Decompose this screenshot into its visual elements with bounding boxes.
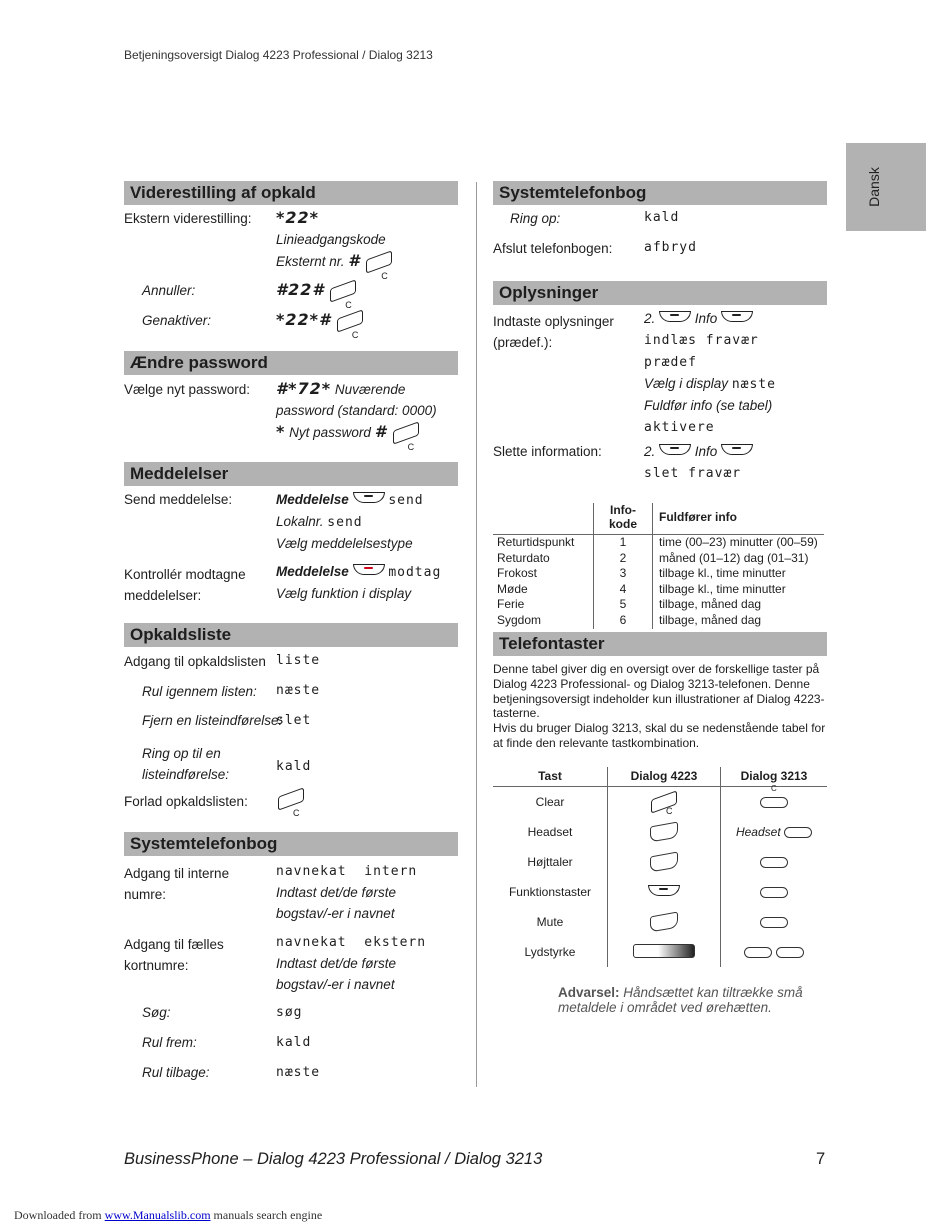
section-oplysninger: Oplysninger [493,281,827,305]
mute-key-3213-icon [760,917,788,928]
softkey-icon [721,444,753,455]
text-meddelelse-2: Meddelelse [276,564,349,579]
speaker-key-icon [650,852,678,873]
section-meddelelser: Meddelelser [124,462,458,486]
text-nyt-password: Nyt password [289,425,371,440]
text-linieadgangskode: Linieadgangskode [276,232,386,247]
value-genaktiver [276,309,365,340]
label-ring-op: Ring op: [510,211,561,226]
label-rul-frem: Rul frem: [142,1035,197,1050]
text-vaelg-meddelelsestype: Vælg meddelelsestype [276,536,413,551]
label-adgang-opkaldslisten: Adgang til opkaldslisten [124,654,266,669]
display-kald-3: kald [644,210,680,225]
volume-key-icon [633,944,695,958]
display-kald-2: kald [276,1035,312,1050]
label-rul-tilbage: Rul tilbage: [142,1065,210,1080]
display-naeste-3: næste [731,377,776,392]
handset-c-icon: C [391,423,421,443]
value-send-meddelelse [276,489,424,554]
download-credit: Downloaded from www.Manualslib.com manuals search engine [14,1208,323,1222]
info-code-table [493,503,824,629]
text-indtast-1: Indtast det/de første [276,885,397,900]
label-ring-op-til: Ring op til en listeindførelse: [142,746,230,782]
paragraph-2: Hvis du bruger Dialog 3213, skal du se nedenstående tabel for at finde den relevante tastkombination. [493,721,826,750]
text-eksternt-nr: Eksternt nr. [276,254,345,269]
text-password-standard: password (standard: 0000) [276,403,437,418]
handset-c-icon: C [276,789,306,809]
label-ekstern: Ekstern viderestilling: [124,211,252,226]
info-header: Info-kode [594,503,653,535]
text-vaelg-funktion: Vælg funktion i display [276,586,412,601]
label-kontroller: Kontrollér modtagne meddelelser: [124,567,246,603]
display-slet-fravaer: slet fravær [644,466,742,481]
label-rul-igennem: Rul igennem listen: [142,684,257,699]
section-telefontaster: Telefontaster [493,632,827,656]
handset-c-icon: C [335,311,365,331]
text-meddelelse: Meddelelse [276,492,349,507]
label-nyt-password: Vælge nyt password: [124,382,251,397]
table-row: Frokost 3 tilbage kl., time minutter [493,566,824,582]
display-modtag: modtag [388,565,442,580]
column-divider [476,182,477,1087]
handset-c-icon: C [364,252,394,272]
label-send-meddelelse: Send meddelelse: [124,492,233,507]
display-afbryd: afbryd [644,240,697,255]
label-sog: Søg: [142,1005,171,1020]
display-navnekat-ekstern: navnekat ekstern [276,935,427,950]
language-tab-label: Dansk [866,167,882,207]
table-row: Højttaler [493,847,827,877]
clear-key-3213-icon [760,797,788,808]
function-key-3213-icon [760,887,788,898]
table-row: Headset Headset [493,817,827,847]
display-naeste: næste [276,683,321,698]
running-head: Betjeningsoversigt Dialog 4223 Professional / Dialog 3213 [124,48,433,62]
mute-key-icon [650,912,678,933]
display-praedef: prædef [644,355,697,370]
table-row: Sygdom 6 tilbage, måned dag [493,613,824,629]
display-navnekat-intern: navnekat intern [276,864,418,879]
table-row: Mute [493,907,827,937]
value-nyt-password: #*72* Nuværende password (standard: 0000) * Nyt password # C [276,379,437,452]
warning-label: Advarsel: [558,985,620,1000]
display-aktivere: aktivere [644,420,715,435]
headset-key-3213-icon [784,827,812,838]
paragraph-1: Denne tabel giver dig en oversigt over de forskellige taster på Dialog 4223 Professional- og Dialog 3213-telefonen. Denne betjeningsoversigt indeholder kun illustrationer af Dialog 4223-tasterne. [493,662,825,721]
footer-title: BusinessPhone – Dialog 4223 Professional / Dialog 3213 [124,1150,543,1168]
softkey-red-icon [353,564,385,575]
display-send-2: send [327,515,363,530]
info-header [493,503,594,535]
text-indtast-2: Indtast det/de første [276,956,397,971]
value-kontroller [276,561,441,604]
label-adgang-faelles: Adgang til fælles kortnumre: [124,937,224,973]
value-slette-information: 2. Info slet fravær [644,441,753,484]
display-sog: søg [276,1005,303,1020]
softkey-icon [721,311,753,322]
label-afslut: Afslut telefonbogen: [493,241,613,256]
display-liste: liste [276,653,321,668]
text-lokalnr: Lokalnr. [276,514,324,529]
display-indlaes-fravaer: indlæs fravær [644,333,759,348]
text-fuldfor-info: Fuldfør info (se tabel) [644,398,773,413]
keys-header: Tast [493,767,608,787]
headset-label: Headset [735,825,781,839]
section-systemtelefonbog-left: Systemtelefonbog [124,832,458,856]
value-forlad [276,788,306,818]
label-adgang-interne: Adgang til interne numre: [124,866,230,902]
label-indtaste-oplysninger: Indtaste oplysninger (prædef.): [493,314,614,350]
volume-up-key-icon [776,947,804,958]
section-aendre-password: Ændre password [124,351,458,375]
keys-header: Dialog 4223 [608,767,721,787]
speaker-key-3213-icon [760,857,788,868]
value-adgang-interne [276,860,417,924]
code-genaktiver: *22*# [276,310,332,329]
value-ekstern: *22* Linieadgangskode Eksternt nr. # C [276,207,394,272]
display-send: send [388,493,424,508]
label-slette-information: Slette information: [493,444,602,459]
code-password: #*72* [276,379,332,398]
warning-note [558,985,828,1015]
value-adgang-faelles [276,931,426,995]
manualslib-link[interactable]: www.Manualslib.com [104,1208,211,1222]
volume-down-key-icon [744,947,772,958]
keys-table [493,767,827,967]
softkey-icon [659,444,691,455]
info-header: Fuldfører info [653,503,824,535]
code-annuller: #22# [276,280,325,299]
display-kald: kald [276,759,312,774]
code-ekstern: *22* [276,208,319,227]
softkey-icon [659,311,691,322]
function-key-icon [648,885,680,896]
section-systemtelefonbog-right: Systemtelefonbog [493,181,827,205]
label-annuller: Annuller: [142,283,196,298]
table-row: Returdato 2 måned (01–12) dag (01–31) [493,551,824,567]
value-indtaste-oplysninger: 2. Info indlæs fravær prædef Vælg i display næste Fuldfør info (se tabel) aktivere [644,311,776,435]
clear-key-icon: C [649,792,679,812]
handset-c-icon: C [328,281,358,301]
text-bogstav-2: bogstav/-er i navnet [276,977,395,992]
language-tab [846,143,926,231]
table-row: Returtidspunkt 1 time (00–23) minutter (00–59) [493,535,824,551]
display-slet: slet [276,713,312,728]
table-row: Clear C C [493,787,827,818]
telefontaster-description [493,662,829,751]
headset-key-icon [650,822,678,843]
table-row: Møde 4 tilbage kl., time minutter [493,582,824,598]
table-row: Funktionstaster [493,877,827,907]
keys-header: Dialog 3213 [721,767,828,787]
softkey-icon [353,492,385,503]
value-annuller [276,279,358,310]
display-naeste-2: næste [276,1065,321,1080]
table-row: Lydstyrke [493,937,827,967]
page-number: 7 [816,1150,826,1168]
table-row: Ferie 5 tilbage, måned dag [493,597,824,613]
label-forlad: Forlad opkaldslisten: [124,794,248,809]
label-fjern: Fjern en listeindførelse: [142,713,283,728]
section-opkaldsliste: Opkaldsliste [124,623,458,647]
text-bogstav-1: bogstav/-er i navnet [276,906,395,921]
text-nuvaerende: Nuværende [334,382,406,397]
warning-text: Håndsættet kan tiltrække små metaldele i området ved ørehætten. [558,985,803,1015]
section-viderestilling: Viderestilling af opkald [124,181,458,205]
label-genaktiver: Genaktiver: [142,313,212,328]
